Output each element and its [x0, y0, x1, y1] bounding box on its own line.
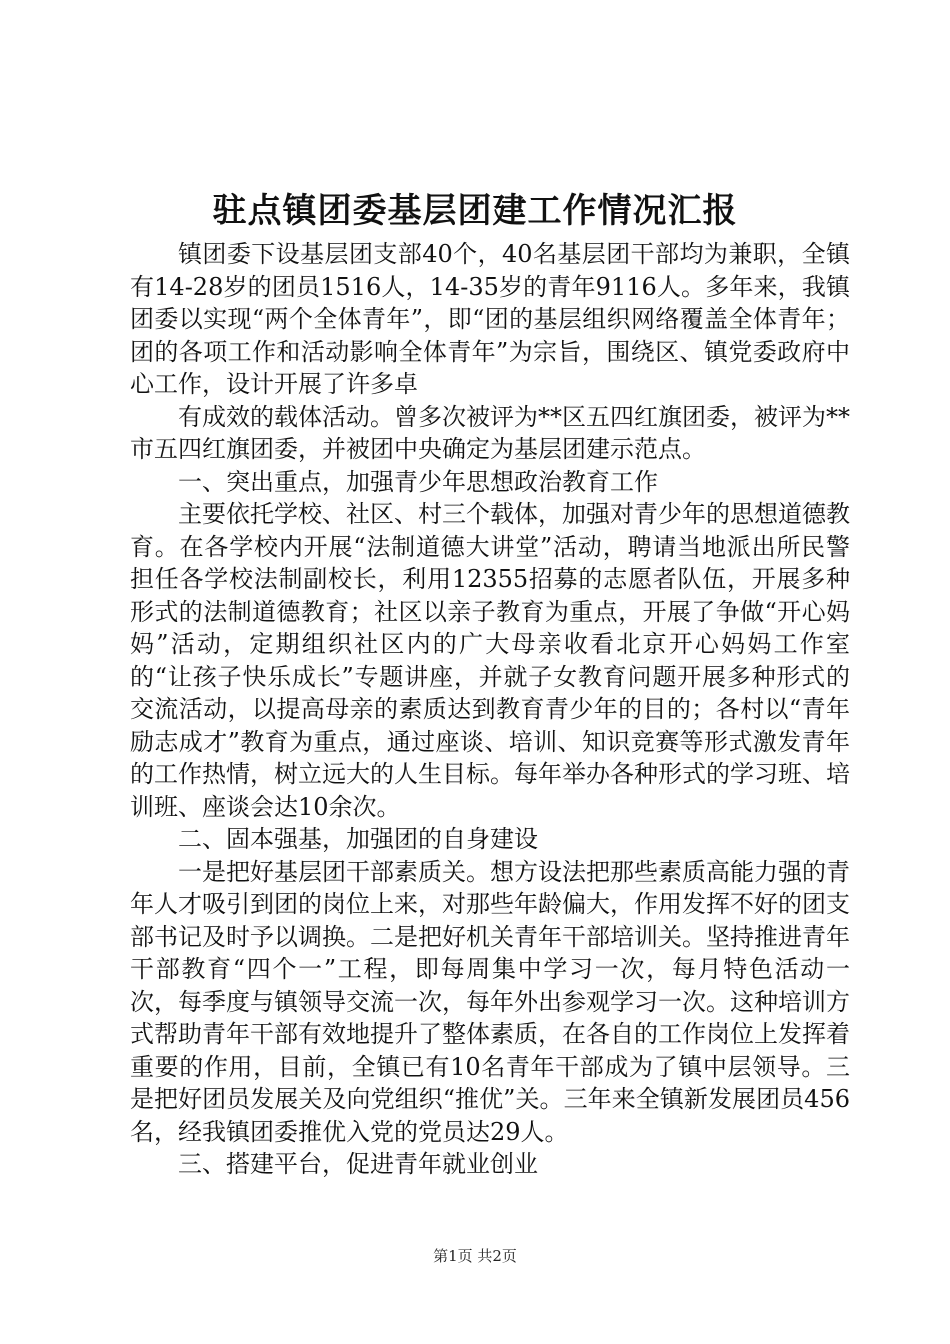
- paragraph-section-2: 一是把好基层团干部素质关。想方设法把那些素质高能力强的青年人才吸引到团的岗位上来，对那些年龄偏大，作用发挥不好的团支部书记及时予以调换。二是把好机关青年干部培训关。坚持推进青年干部教育“四个一”工程，即每周集中学习一次，每月特色活动一次，每季度与镇领导交流一次，每年外出参观学习一次。这种培训方式帮助青年干部有效地提升了整体素质，在各自的工作岗位上发挥着重要的作用，目前，全镇已有10名青年干部成为了镇中层领导。三是把好团员发展关及向党组织“推优”关。三年来全镇新发展团员456名，经我镇团委推优入党的党员达29人。: [130, 857, 850, 1146]
- paragraph-section-1: 主要依托学校、社区、村三个载体，加强对青少年的思想道德教育。在各学校内开展“法制道德大讲堂”活动，聘请当地派出所民警担任各学校法制副校长，利用12355招募的志愿者队伍，开展多种形式的法制道德教育；社区以亲子教育为重点，开展了争做“开心妈妈”活动，定期组织社区内的广大母亲收看北京开心妈妈工作室的“让孩子快乐成长”专题讲座，并就子女教育问题开展多种形式的交流活动，以提高母亲的素质达到教育青少年的目的；各村以“青年励志成才”教育为重点，通过座谈、培训、知识竞赛等形式激发青年的工作热情，树立远大的人生目标。每年举办各种形式的学习班、培训班、座谈会达10余次。: [130, 500, 850, 821]
- page-footer: 第1页 共2页: [433, 1247, 517, 1265]
- section-heading-3: 三、搭建平台，促进青年就业创业: [178, 1150, 538, 1178]
- paragraph-honors: 有成效的载体活动。曾多次被评为**区五四红旗团委，被评为**市五四红旗团委，并被团中央确定为基层团建示范点。: [130, 402, 850, 463]
- paragraph-intro: 镇团委下设基层团支部40个，40名基层团干部均为兼职，全镇有14-28岁的团员1516人，14-35岁的青年9116人。多年来，我镇团委以实现“两个全体青年”，即“团的基层组织网络覆盖全体青年；团的各项工作和活动影响全体青年”为宗旨，围绕区、镇党委政府中心工作，设计开展了许多卓: [130, 240, 850, 398]
- section-heading-1: 一、突出重点，加强青少年思想政治教育工作: [178, 467, 658, 496]
- document-title: 驻点镇团委基层团建工作情况汇报: [212, 191, 738, 231]
- document-body: [130, 238, 850, 1181]
- section-heading-2: 二、固本强基，加强团的自身建设: [178, 825, 538, 853]
